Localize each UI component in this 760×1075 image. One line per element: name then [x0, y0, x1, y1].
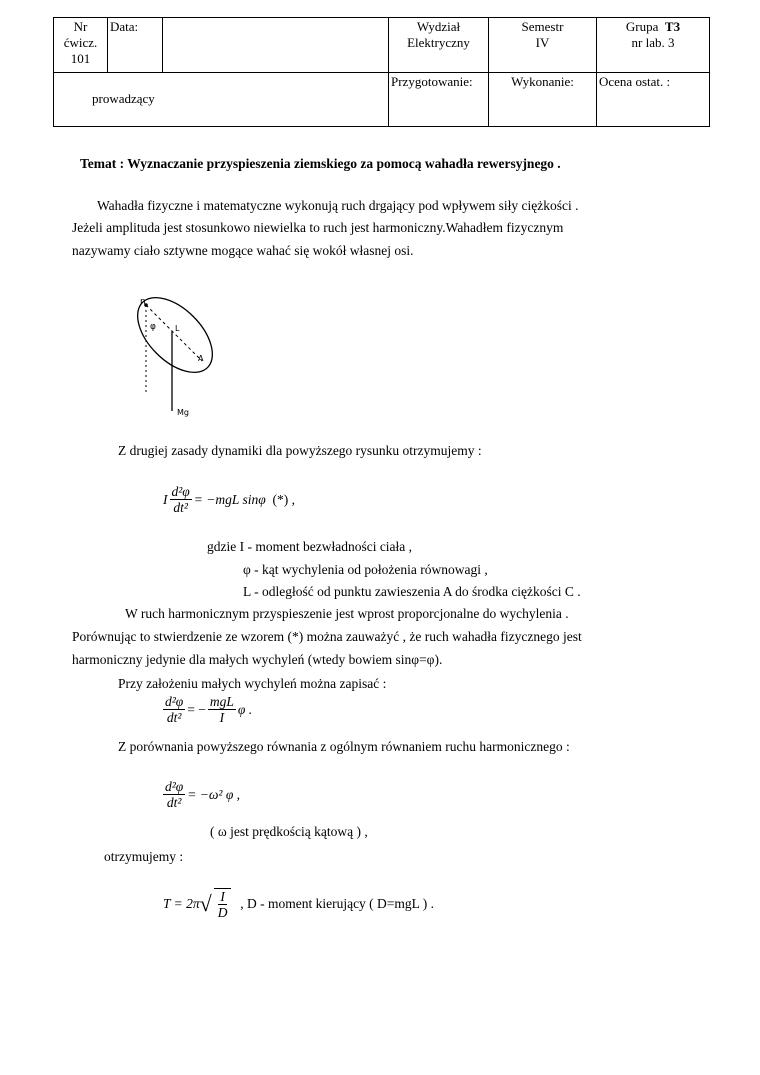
eq4-fraction	[214, 888, 232, 920]
grupa-cell	[597, 18, 710, 73]
eq1-I: I	[163, 491, 168, 507]
eq2-tail: φ .	[237, 701, 253, 717]
eq2-fraction	[163, 694, 185, 725]
intro-line-3: nazywamy ciało sztywne mogące wahać się wokół własnej osi.	[72, 243, 414, 258]
equation-2	[161, 694, 252, 725]
eq4-sqrt	[200, 888, 234, 920]
wykonanie-cell	[489, 72, 597, 127]
grupa-value: T3	[664, 19, 681, 34]
nr-cell	[54, 18, 108, 73]
pivot-line	[146, 305, 202, 361]
angle-label: φ	[150, 322, 156, 332]
eq1-num: d²φ	[171, 484, 190, 499]
wykonanie-label: Wykonanie:	[511, 73, 574, 89]
A-label: A	[198, 354, 204, 363]
equation-3	[161, 779, 240, 810]
def-L: L - odległość od punktu zawieszenia A do środka ciężkości C .	[243, 584, 581, 599]
eq4-num: I	[220, 889, 225, 904]
dynamics-intro: Z drugiej zasady dynamiki dla powyższego rysunku otrzymujemy :	[118, 443, 482, 458]
eq2-num: d²φ	[165, 694, 184, 709]
equation-1	[163, 484, 295, 515]
para2-line-3: harmoniczny jedynie dla małych wychyleń (wtedy bowiem sinφ=φ).	[72, 652, 443, 667]
nr-lab: nr lab. 3	[631, 35, 675, 50]
semestr-label: Semestr	[521, 19, 564, 34]
para2-line-1: W ruch harmonicznym przyspieszenie jest wprost proporcjonalne do wychylenia .	[125, 606, 569, 621]
przygotowanie-label: Przygotowanie:	[391, 73, 473, 89]
eq1-tag: (*) ,	[272, 491, 295, 507]
compare-text: Z porównania powyższego równania z ogólnym równaniem ruchu harmonicznego :	[118, 739, 570, 754]
date-value-cell	[163, 18, 389, 73]
eq4-lhs: T = 2π	[163, 896, 200, 911]
eq2-num2: mgL	[209, 694, 234, 709]
wydzial-value: Elektryczny	[407, 35, 470, 50]
def-I: gdzie I - moment bezwładności ciała ,	[207, 539, 413, 554]
data-cell	[108, 18, 163, 73]
data-label: Data:	[110, 19, 139, 34]
pendulum-figure	[120, 285, 230, 420]
semestr-value: IV	[535, 35, 550, 50]
eq1-rhs: = −mgL sinφ	[193, 491, 266, 507]
header-table	[53, 17, 710, 127]
eq1-fraction	[170, 484, 192, 515]
para2-line-2: Porównując to stwierdzenie ze wzorem (*) można zauważyć , że ruch wahadła fizycznego jest	[72, 629, 582, 644]
eq3-rhs: = −ω² φ ,	[187, 786, 241, 802]
eq4-tail: , D - moment kierujący ( D=mgL ) .	[240, 896, 435, 911]
eq4-den: D	[217, 905, 228, 920]
grupa-label: Grupa	[625, 19, 659, 34]
sqrt-icon: √	[199, 891, 212, 916]
mg-label: Mg	[177, 408, 189, 417]
result-intro: otrzymujemy :	[104, 849, 184, 864]
def-phi: φ - kąt wychylenia od położenia równowagi ,	[243, 562, 488, 577]
pivot-label: n	[140, 297, 146, 307]
wydzial-label: Wydział	[416, 19, 461, 34]
L-label: L	[175, 324, 180, 333]
eq2-mid: = −	[187, 701, 206, 717]
eq2-den2: I	[219, 710, 225, 725]
prowadzacy-cell	[54, 72, 389, 127]
nr-label: Nr	[73, 19, 88, 34]
eq2-den: dt²	[166, 710, 182, 725]
topic-title: Temat : Wyznaczanie przyspieszenia ziemskiego za pomocą wahadła rewersyjnego .	[80, 156, 561, 171]
eq3-num: d²φ	[165, 779, 184, 794]
eq3-fraction	[163, 779, 185, 810]
intro-line-1: Wahadła fizyczne i matematyczne wykonują ruch drgający pod wpływem siły ciężkości .	[97, 198, 579, 213]
intro-line-2: Jeżeli amplituda jest stosunkowo niewielka to ruch jest harmoniczny.Wahadłem fizycznym	[72, 220, 564, 235]
prowadzacy-label: prowadzący	[92, 91, 155, 107]
semestr-cell	[489, 18, 597, 73]
omega-note: ( ω jest prędkością kątową ) ,	[210, 824, 368, 839]
equation-4	[163, 888, 434, 920]
przygotowanie-cell	[389, 72, 489, 127]
wydzial-cell	[389, 18, 489, 73]
eq2-fraction-2	[208, 694, 236, 725]
ocena-cell	[597, 72, 710, 127]
eq1-den: dt²	[173, 500, 188, 515]
ocena-label: Ocena ostat. :	[599, 73, 671, 89]
cwicz-label: ćwicz.	[63, 35, 98, 50]
eq3-den: dt²	[166, 795, 182, 810]
nr-value: 101	[70, 51, 91, 66]
small-angle-intro: Przy założeniu małych wychyleń można zapisać :	[118, 676, 387, 691]
